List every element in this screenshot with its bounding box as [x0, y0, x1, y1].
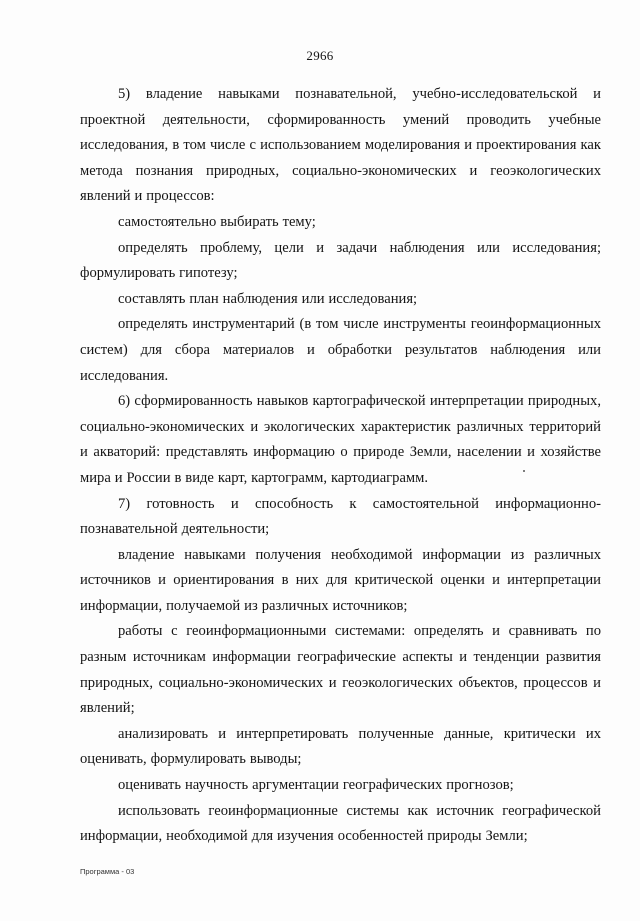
paragraph-analyze: анализировать и интерпретировать полученные данные, критически их оценивать, формулировать выводы;	[80, 725, 601, 768]
page-number: 2966	[306, 48, 334, 63]
footer-label: Программа - 03	[80, 867, 135, 876]
document-body	[80, 82, 601, 850]
paragraph-use-gis: использовать геоинформационные системы как источник географической информации, необходимой для изучения особенностей природы Земли;	[80, 802, 601, 845]
paragraph-define-tools: определять инструментарий (в том числе инструменты геоинформационных систем) для сбора материалов и обработки результатов наблюдения или исследования.	[80, 316, 601, 384]
paragraph-item-6: 6) сформированность навыков картографической интерпретации природных, социально-экономических и экологических характеристик различных территорий и акваторий: представлять информацию о природе Земли, населении и хозяйстве мира и России в виде карт, картограмм, картодиаграмм.	[80, 393, 601, 486]
paragraph-evaluate-forecasts: оценивать научность аргументации географических прогнозов;	[118, 777, 514, 794]
paragraph-gis-work: работы с геоинформационными системами: определять и сравнивать по разным источникам информации географические аспекты и тенденции развития природных, социально-экономических и геоэкологических объектов, процессов и явлений;	[80, 623, 601, 717]
paragraph-choose-topic: самостоятельно выбирать тему;	[118, 213, 316, 230]
paragraph-information-skills: владение навыками получения необходимой информации из различных источников и ориентирования в них для критической оценки и интерпретации информации, получаемой из различных источников;	[80, 546, 601, 614]
paragraph-item-7: 7) готовность и способность к самостоятельной информационно-познавательной деятельности;	[80, 495, 601, 538]
paragraph-make-plan: составлять план наблюдения или исследования;	[118, 290, 418, 307]
paragraph-item-5: 5) владение навыками познавательной, учебно-исследовательской и проектной деятельности, сформированность умений проводить учебные исследования, в том числе с использованием моделирования и проектирования как метода познания природных, социально-экономических и геоэкологических явлений и процессов:	[80, 86, 601, 205]
paragraph-define-problem: определять проблему, цели и задачи наблюдения или исследования; формулировать гипотезу;	[80, 239, 601, 282]
scan-speck	[523, 470, 525, 472]
